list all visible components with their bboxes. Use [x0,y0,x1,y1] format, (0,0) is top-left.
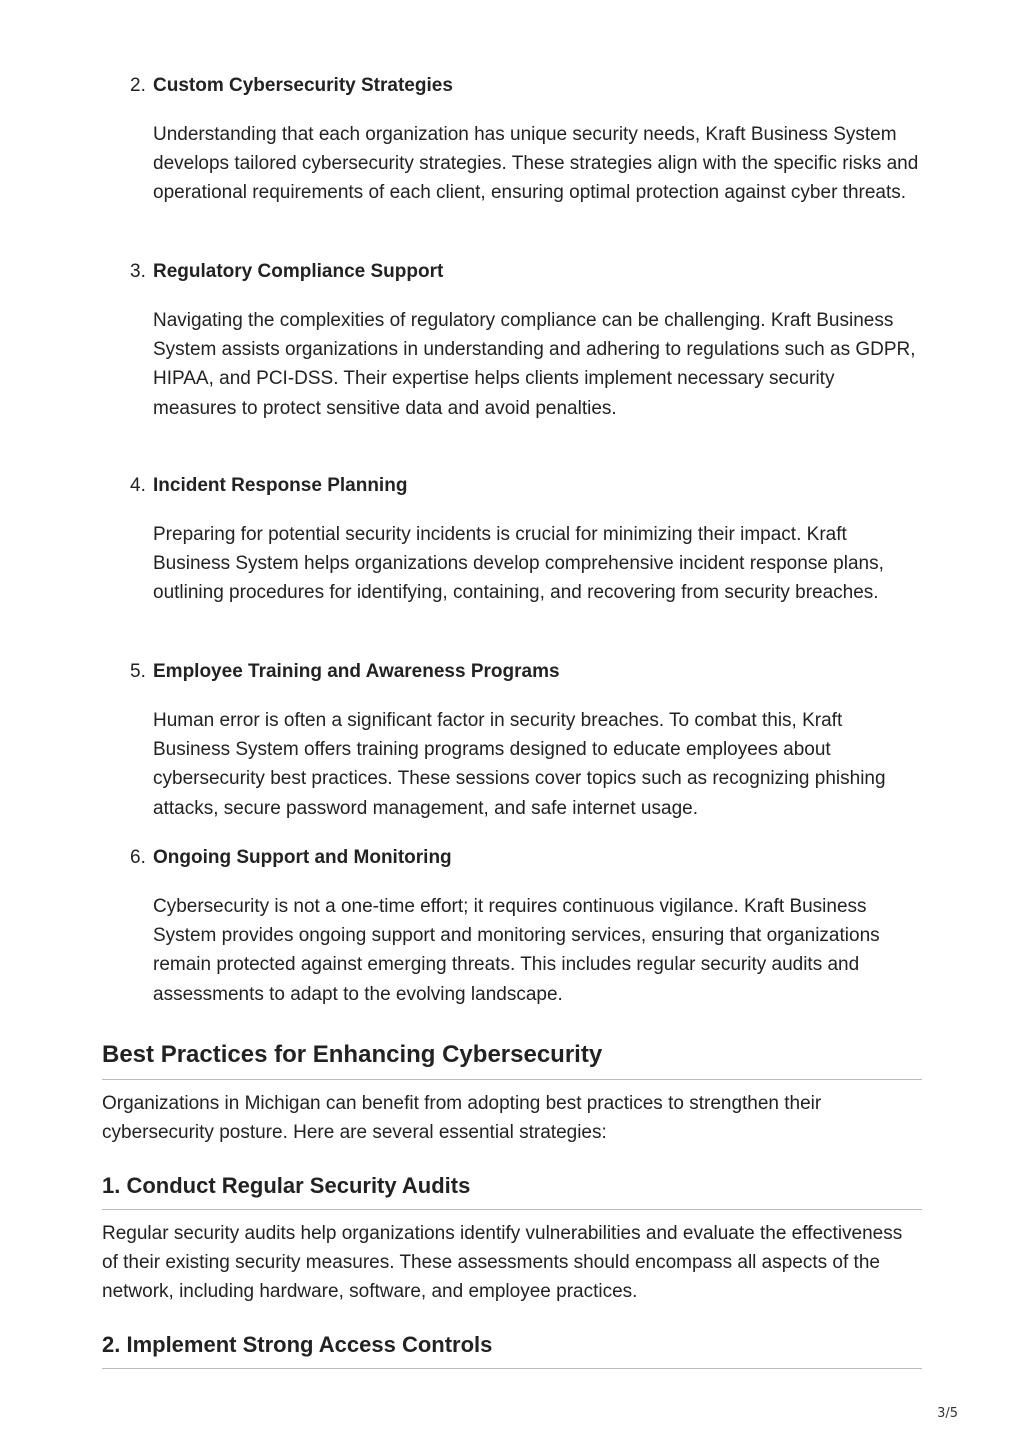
list-item-title: Incident Response Planning [153,475,408,496]
list-item-title: Employee Training and Awareness Programs [153,661,560,682]
section-intro: Organizations in Michigan can benefit from adopting best practices to strengthen their cybersecurity posture. Here are several essential strategies: [102,1093,822,1143]
list-item-heading [102,658,922,686]
list-item [102,844,922,1009]
list-item-heading [102,258,922,286]
list-item-number: 4. [130,475,146,496]
list-item-description: Cybersecurity is not a one-time effort; it requires continuous vigilance. Kraft Business System provides ongoing support and monitoring services, ensuring that organizations remain protected against emerging threats. This includes regular security audits and assessments to adapt to the evolving landscape. [153,896,880,1005]
list-item-description: Navigating the complexities of regulatory compliance can be challenging. Kraft Business System assists organizations in understanding and adhering to regulations such as GDPR, HIPAA, and PCI-DSS. Their expertise helps clients implement necessary security measures to protect sensitive data and avoid penalties. [153,310,916,419]
subsection-heading-audits: 1. Conduct Regular Security Audits [102,1171,922,1210]
list-item-number: 6. [130,847,146,868]
list-item [102,72,922,208]
list-item-number: 5. [130,661,146,682]
list-item-heading [102,72,922,100]
list-item-number: 3. [130,261,146,282]
list-item-title: Regulatory Compliance Support [153,261,444,282]
list-item [102,658,922,823]
list-item-number: 2. [130,75,146,96]
subsection-heading-access-controls: 2. Implement Strong Access Controls [102,1330,922,1369]
list-item [102,472,922,608]
list-item-title: Ongoing Support and Monitoring [153,847,452,868]
subsection-body-audits: Regular security audits help organizations identify vulnerabilities and evaluate the effectiveness of their existing security measures. These assessments should encompass all aspects of the network, including hardware, software, and employee practices. [102,1223,903,1302]
list-item-description: Understanding that each organization has unique security needs, Kraft Business System develops tailored cybersecurity strategies. These strategies align with the specific risks and operational requirements of each client, ensuring optimal protection against cyber threats. [153,124,919,204]
list-item [102,258,922,423]
list-item-description: Preparing for potential security incidents is crucial for minimizing their impact. Kraft Business System helps organizations develop comprehensive incident response plans, outlining procedures for identifying, containing, and recovering from security breaches. [153,524,884,604]
section-heading: Best Practices for Enhancing Cybersecurity [102,1039,922,1080]
list-item-heading [102,472,922,500]
list-item-description: Human error is often a significant factor in security breaches. To combat this, Kraft Business System offers training programs designed to educate employees about cybersecurity best practices. These sessions cover topics such as recognizing phishing attacks, secure password management, and safe internet usage. [153,710,886,819]
page-number: 3/5 [937,1406,958,1421]
list-item-title: Custom Cybersecurity Strategies [153,75,453,96]
list-item-heading [102,844,922,872]
